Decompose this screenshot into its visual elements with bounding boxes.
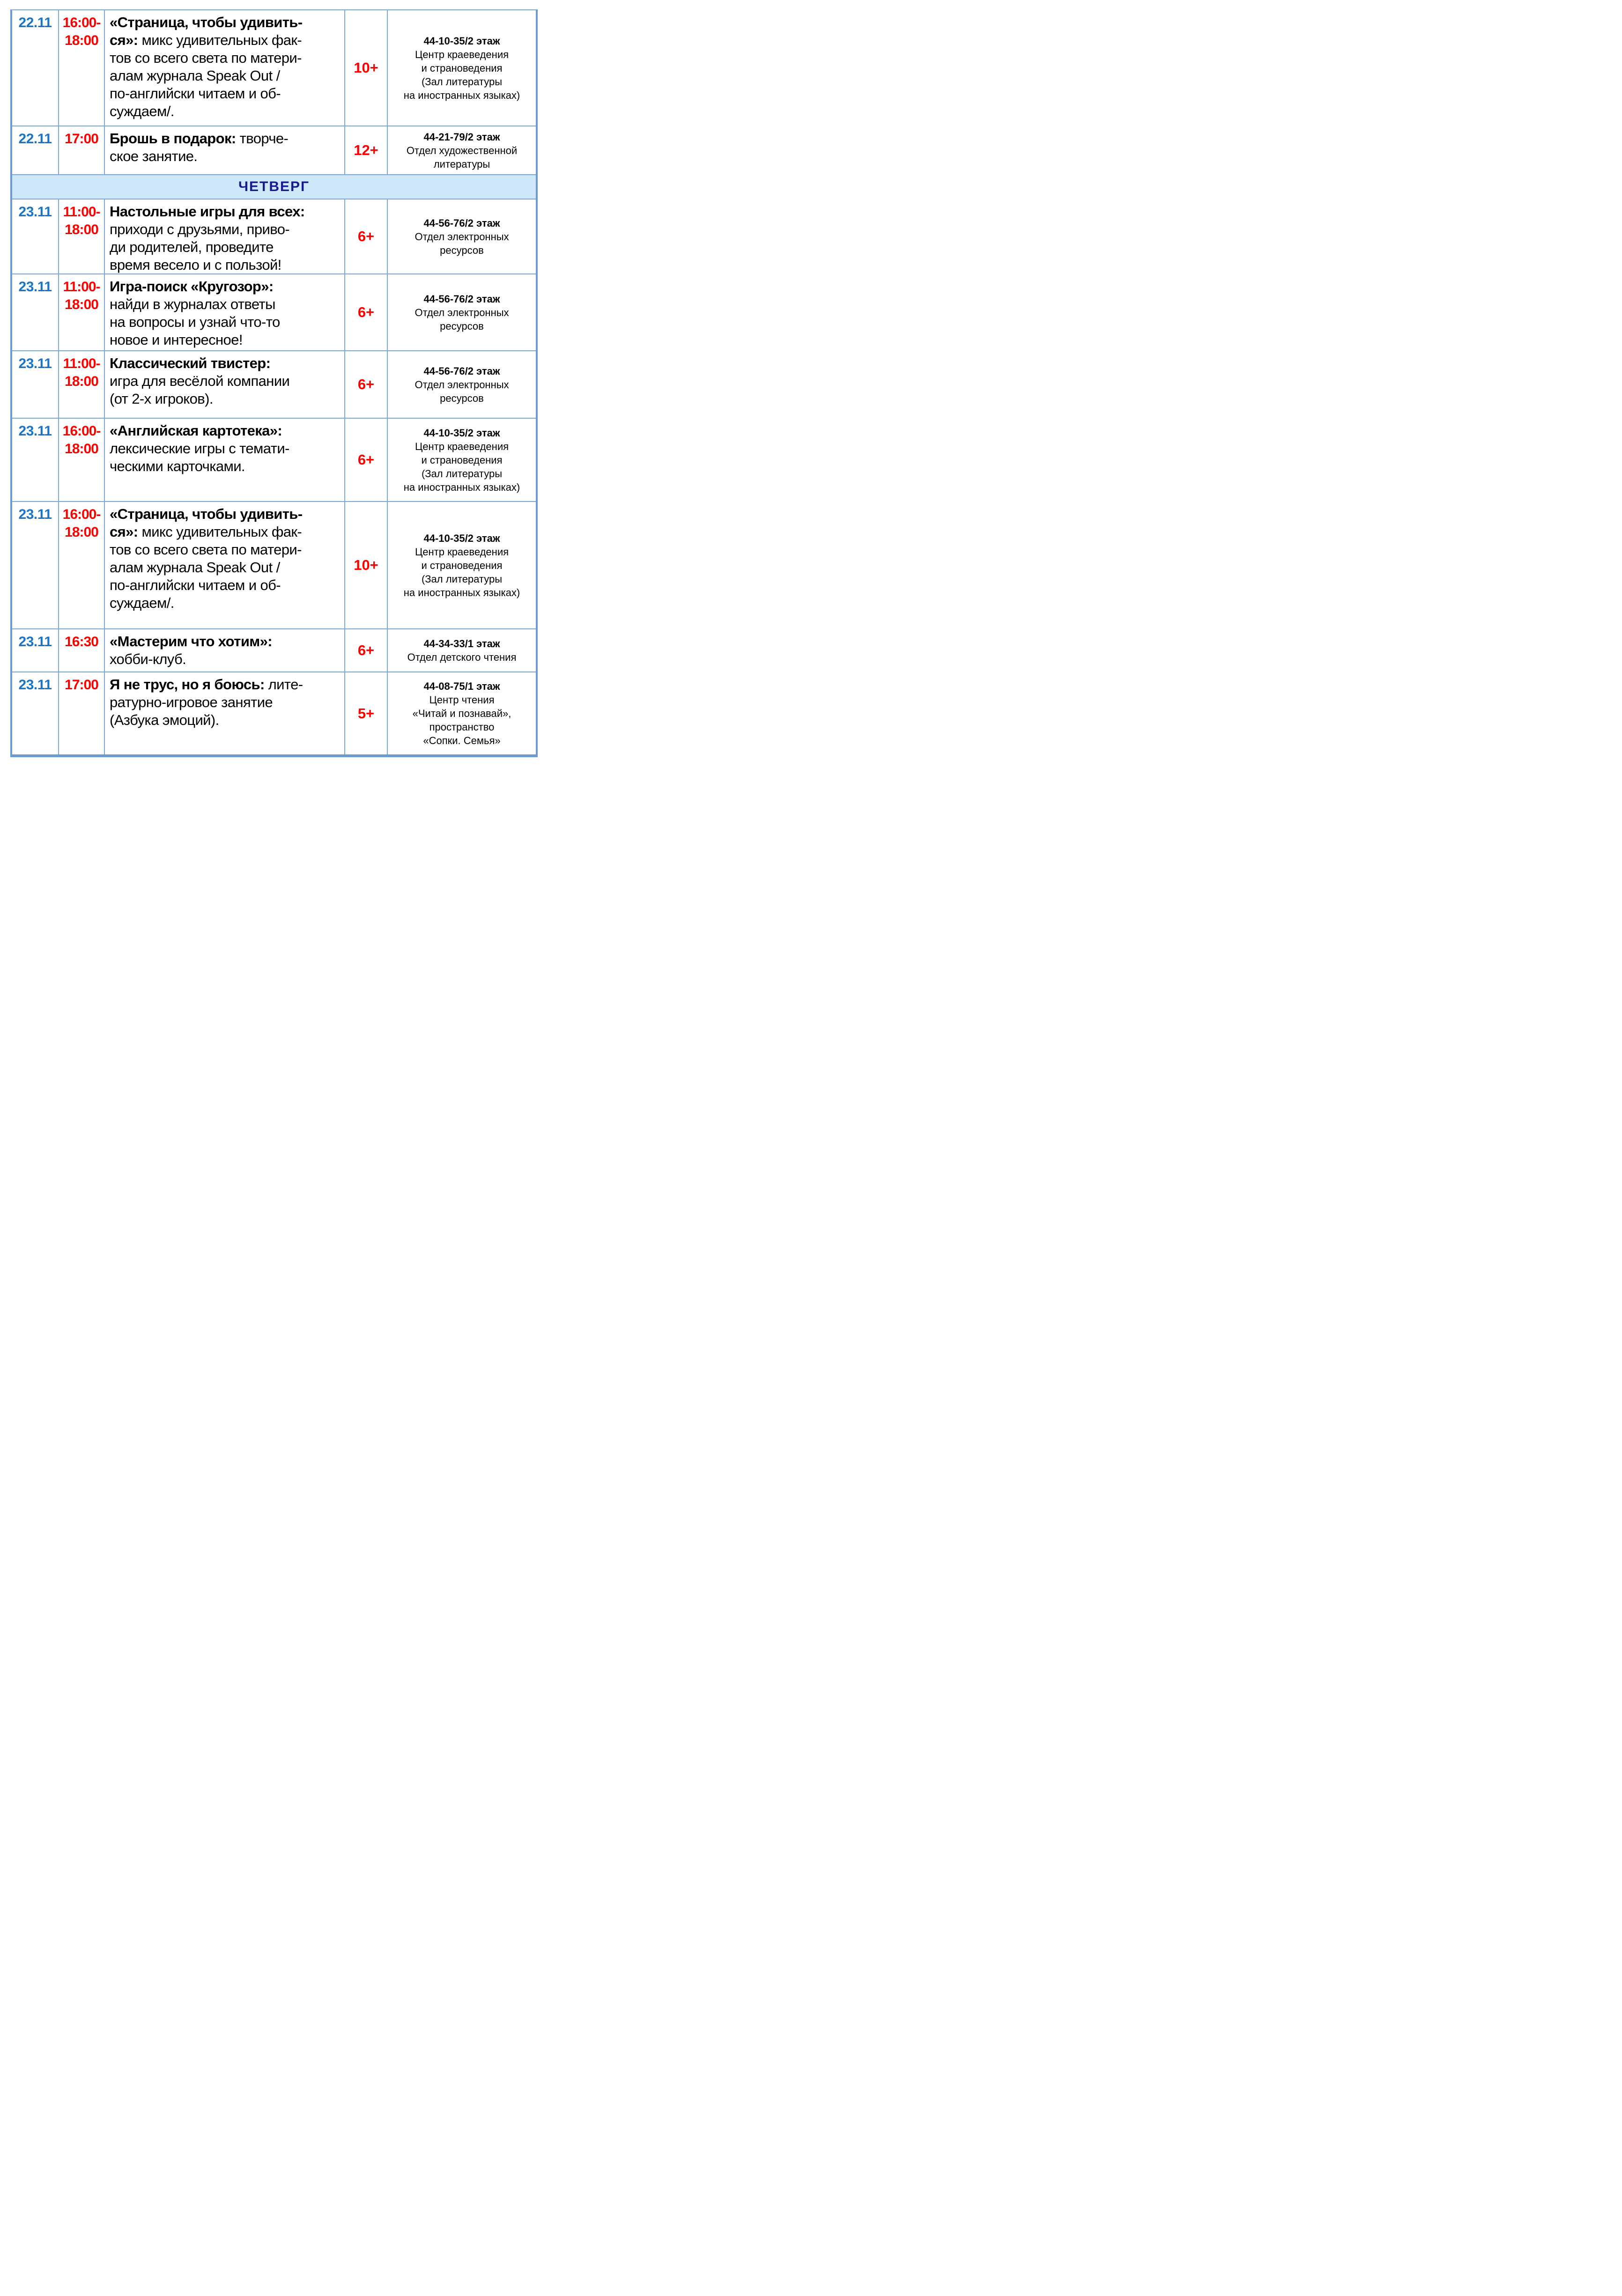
event-row [12,274,536,351]
time-cell [59,629,105,672]
event-text-line [110,694,343,711]
event-cell [105,274,345,350]
weekday-band: ЧЕТВЕРГ [12,175,536,199]
event-description-text: лите- [264,676,303,693]
location-cell [388,199,536,273]
event-text-line [110,576,343,594]
event-text-line [110,85,343,103]
event-description-text: алам журнала Speak Out / [110,559,280,576]
location-name-line: (Зал литературы [421,75,503,88]
location-cell [388,10,536,126]
event-text-line [110,256,343,273]
age-badge: 6+ [345,199,388,273]
event-text-line [110,238,343,256]
location-name-line: Центр чтения [429,694,495,706]
event-cell [105,10,345,126]
time-cell [59,672,105,754]
event-description-text: время весело и с пользой! [110,257,281,273]
time-line: 17:00 [65,131,98,147]
date-cell: 23.11 [12,351,59,418]
event-text-line [110,422,343,440]
location-cell [388,126,536,174]
event-cell [105,199,345,273]
location-cell [388,502,536,628]
event-text-line [110,31,343,49]
event-title-text: Классический твистер: [110,355,271,371]
event-description-text: тов со всего света по матери- [110,50,302,66]
location-cell [388,419,536,501]
event-description-text: по-английски читаем и об- [110,85,281,102]
event-text-line [110,103,343,120]
age-badge: 6+ [345,274,388,350]
event-row [12,199,536,274]
event-text-line [110,295,343,313]
event-text-line [110,390,343,408]
location-name-line: литературы [433,158,490,170]
event-text-line [110,14,343,31]
location-name-line: и страноведения [421,454,503,466]
event-cell [105,126,345,174]
location-name-line: Отдел детского чтения [407,651,517,663]
location-name-line: Центр краеведения [415,546,509,558]
event-text-line [110,650,343,668]
event-description-text: приходи с друзьями, приво- [110,221,290,237]
location-name-line: на иностранных языках) [403,586,520,598]
event-text-line [110,354,343,372]
event-row [12,351,536,419]
event-row [12,629,536,672]
location-phone-floor: 44-08-75/1 этаж [423,680,500,692]
location-name-line: Центр краеведения [415,48,509,60]
event-title-text: «Английская картотека»: [110,422,282,439]
event-title-text: ся»: [110,32,138,48]
event-text-line [110,49,343,67]
time-cell [59,199,105,273]
location-phone-floor: 44-56-76/2 этаж [423,365,500,377]
time-line: 16:30 [65,634,98,650]
location-name-line: Отдел электронных [415,378,509,391]
event-title-text: «Мастерим что хотим»: [110,633,272,650]
date-cell: 22.11 [12,10,59,126]
age-badge: 6+ [345,629,388,672]
event-description-text: микс удивительных фак- [138,32,302,48]
event-description-text: новое и интересное! [110,332,243,348]
event-description-text: микс удивительных фак- [138,524,302,540]
location-name-line: «Читай и познавай», [412,708,511,719]
location-name-line: (Зал литературы [421,573,503,585]
date-cell: 23.11 [12,502,59,628]
age-badge: 10+ [345,502,388,628]
event-cell [105,419,345,501]
location-name-line: ресурсов [440,320,484,332]
event-text-line [110,505,343,523]
time-line: 17:00 [65,677,98,693]
event-row [12,502,536,629]
location-phone-floor: 44-10-35/2 этаж [423,35,500,47]
event-description-text: суждаем/. [110,103,174,119]
event-description-text: по-английски читаем и об- [110,577,281,593]
event-description-text: (от 2-х игроков). [110,391,213,407]
event-description-text: ческими карточками. [110,458,245,474]
event-text-line [110,633,343,650]
time-cell [59,351,105,418]
event-text-line [110,203,343,221]
event-description-text: творче- [236,130,289,147]
event-text-line [110,458,343,475]
event-description-text: (Азбука эмоций). [110,712,219,728]
event-title-text: Я не трус, но я боюсь: [110,676,265,693]
event-cell [105,629,345,672]
event-text-line [110,372,343,390]
event-text-line [110,331,343,349]
location-cell [388,672,536,754]
event-title-text: Настольные игры для всех: [110,203,305,220]
time-cell [59,10,105,126]
location-name-line: пространство [429,721,495,733]
event-row [12,672,536,754]
event-description-text: игра для весёлой компании [110,373,290,389]
location-phone-floor: 44-10-35/2 этаж [423,427,500,439]
location-phone-floor: 44-10-35/2 этаж [423,532,500,544]
event-title-text: Брошь в подарок: [110,130,236,147]
age-badge: 6+ [345,351,388,418]
location-name-line: Отдел электронных [415,230,509,243]
event-text-line [110,313,343,331]
event-text-line [110,676,343,694]
event-title-text: «Страница, чтобы удивить- [110,14,303,30]
event-title-text: Игра-поиск «Кругозор»: [110,278,274,295]
age-badge: 6+ [345,419,388,501]
time-line: 18:00 [65,222,98,237]
event-text-line [110,148,343,165]
event-description-text: ское занятие. [110,148,198,164]
location-phone-floor: 44-56-76/2 этаж [423,217,500,229]
age-badge: 5+ [345,672,388,754]
time-line: 18:00 [65,33,98,48]
event-cell [105,672,345,754]
event-cell [105,502,345,628]
time-line: 18:00 [65,297,98,312]
time-cell [59,126,105,174]
time-line: 16:00- [62,507,101,522]
event-text-line [110,594,343,612]
time-cell [59,419,105,501]
event-row [12,10,536,126]
location-name-line: Отдел художественной [406,144,518,156]
location-name-line: и страноведения [421,559,503,571]
event-text-line [110,523,343,541]
time-cell [59,274,105,350]
location-phone-floor: 44-21-79/2 этаж [423,131,500,143]
age-badge: 10+ [345,10,388,126]
event-row [12,419,536,502]
event-description-text: суждаем/. [110,595,174,611]
event-description-text: хобби-клуб. [110,651,186,667]
time-line: 11:00- [63,204,100,220]
event-description-text: лексические игры с темати- [110,440,289,457]
event-text-line [110,440,343,458]
event-cell [105,351,345,418]
location-cell [388,629,536,672]
date-cell: 23.11 [12,629,59,672]
date-cell: 23.11 [12,672,59,754]
date-cell: 23.11 [12,199,59,273]
event-text-line [110,541,343,559]
event-text-line [110,711,343,729]
date-cell: 23.11 [12,419,59,501]
event-title-text: «Страница, чтобы удивить- [110,506,303,522]
event-description-text: на вопросы и узнай что-то [110,314,280,330]
event-row [12,126,536,175]
event-text-line [110,278,343,295]
date-cell: 22.11 [12,126,59,174]
time-line: 16:00- [62,15,101,30]
event-description-text: ди родителей, проведите [110,239,274,255]
time-line: 18:00 [65,524,98,540]
event-description-text: алам журнала Speak Out / [110,67,280,84]
location-cell [388,351,536,418]
time-line: 16:00- [62,423,101,439]
time-line: 18:00 [65,374,98,389]
event-text-line [110,221,343,238]
location-name-line: ресурсов [440,392,484,404]
location-name-line: (Зал литературы [421,467,503,480]
location-name-line: и страноведения [421,62,503,74]
event-description-text: тов со всего света по матери- [110,541,302,558]
age-badge: 12+ [345,126,388,174]
location-name-line: «Сопки. Семья» [423,735,501,746]
event-description-text: найди в журналах ответы [110,296,275,312]
time-line: 11:00- [63,279,100,295]
schedule-table [10,9,538,757]
location-cell [388,274,536,350]
location-phone-floor: 44-56-76/2 этаж [423,293,500,305]
time-line: 18:00 [65,441,98,457]
event-title-text: ся»: [110,524,138,540]
location-name-line: Центр краеведения [415,440,509,452]
time-line: 11:00- [63,356,100,371]
location-name-line: ресурсов [440,244,484,256]
event-text-line [110,559,343,576]
location-phone-floor: 44-34-33/1 этаж [423,638,500,650]
event-description-text: ратурно-игровое занятие [110,694,273,710]
date-cell: 23.11 [12,274,59,350]
event-text-line [110,130,343,148]
location-name-line: на иностранных языках) [403,89,520,101]
location-name-line: на иностранных языках) [403,481,520,493]
location-name-line: Отдел электронных [415,306,509,318]
event-text-line [110,67,343,85]
time-cell [59,502,105,628]
